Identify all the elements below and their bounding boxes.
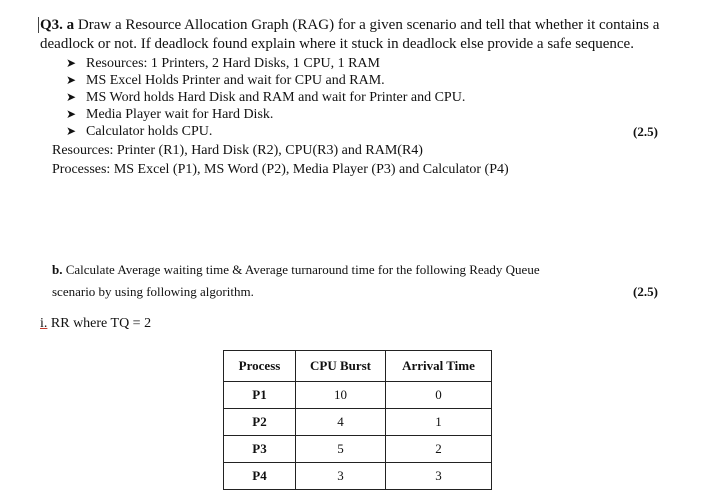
column-header: CPU Burst (296, 351, 386, 382)
algorithm-text: RR where TQ = 2 (50, 316, 152, 331)
table-row (224, 409, 492, 436)
bullet-item: ➤ Resources: 1 Printers, 2 Hard Disks, 1 CPU, 1 RAM (66, 56, 380, 71)
question-text-1: Draw a Resource Allocation Graph (RAG) for a given scenario and tell that whether it contains a (77, 17, 660, 33)
arrow-bullet-icon: ➤ (66, 73, 77, 87)
burst-cell: 5 (296, 436, 386, 463)
burst-cell: 10 (296, 382, 386, 409)
bullet-item: ➤ Calculator holds CPU. (66, 124, 213, 139)
process-table (223, 350, 492, 490)
process-cell: P4 (224, 463, 296, 490)
process-cell: P1 (224, 382, 296, 409)
process-cell: P2 (224, 409, 296, 436)
arrow-bullet-icon: ➤ (66, 90, 77, 104)
burst-cell: 3 (296, 463, 386, 490)
arrival-cell: 0 (386, 382, 492, 409)
arrow-bullet-icon: ➤ (66, 124, 77, 138)
arrow-bullet-icon: ➤ (66, 107, 77, 121)
column-header: Process (224, 351, 296, 382)
process-cell: P3 (224, 436, 296, 463)
roman-numeral: i. (40, 316, 48, 331)
arrow-bullet-icon: ➤ (66, 56, 77, 70)
part-a-label: a (66, 17, 75, 33)
marks-part-b: (2.5) (633, 284, 658, 299)
part-b-label: b. (52, 262, 63, 277)
question-line-2: deadlock or not. If deadlock found explain where it stuck in deadlock else provide a safe sequence. (40, 36, 634, 52)
table-row (224, 436, 492, 463)
table-row (224, 382, 492, 409)
part-b-line-1 (52, 262, 540, 278)
marks-part-a: (2.5) (633, 124, 658, 139)
bullet-item: ➤ MS Word holds Hard Disk and RAM and wait for Printer and CPU. (66, 90, 466, 105)
part-b-text-1: Calculate Average waiting time & Average turnaround time for the following Ready Queue (65, 262, 540, 277)
bullet-item: ➤ MS Excel Holds Printer and wait for CPU and RAM. (66, 73, 385, 88)
table-header-row (224, 351, 492, 382)
arrival-cell: 3 (386, 463, 492, 490)
burst-cell: 4 (296, 409, 386, 436)
bullet-item: ➤ Media Player wait for Hard Disk. (66, 107, 274, 122)
arrival-cell: 2 (386, 436, 492, 463)
processes-line: Processes: MS Excel (P1), MS Word (P2), Media Player (P3) and Calculator (P4) (52, 162, 509, 177)
question-line-1 (40, 16, 659, 34)
resources-line: Resources: Printer (R1), Hard Disk (R2), CPU(R3) and RAM(R4) (52, 143, 423, 158)
column-header: Arrival Time (386, 351, 492, 382)
arrival-cell: 1 (386, 409, 492, 436)
table-row (224, 463, 492, 490)
question-number: Q3. (40, 17, 63, 33)
part-b-line-2: scenario by using following algorithm. (52, 284, 254, 299)
algorithm-line (40, 315, 151, 332)
